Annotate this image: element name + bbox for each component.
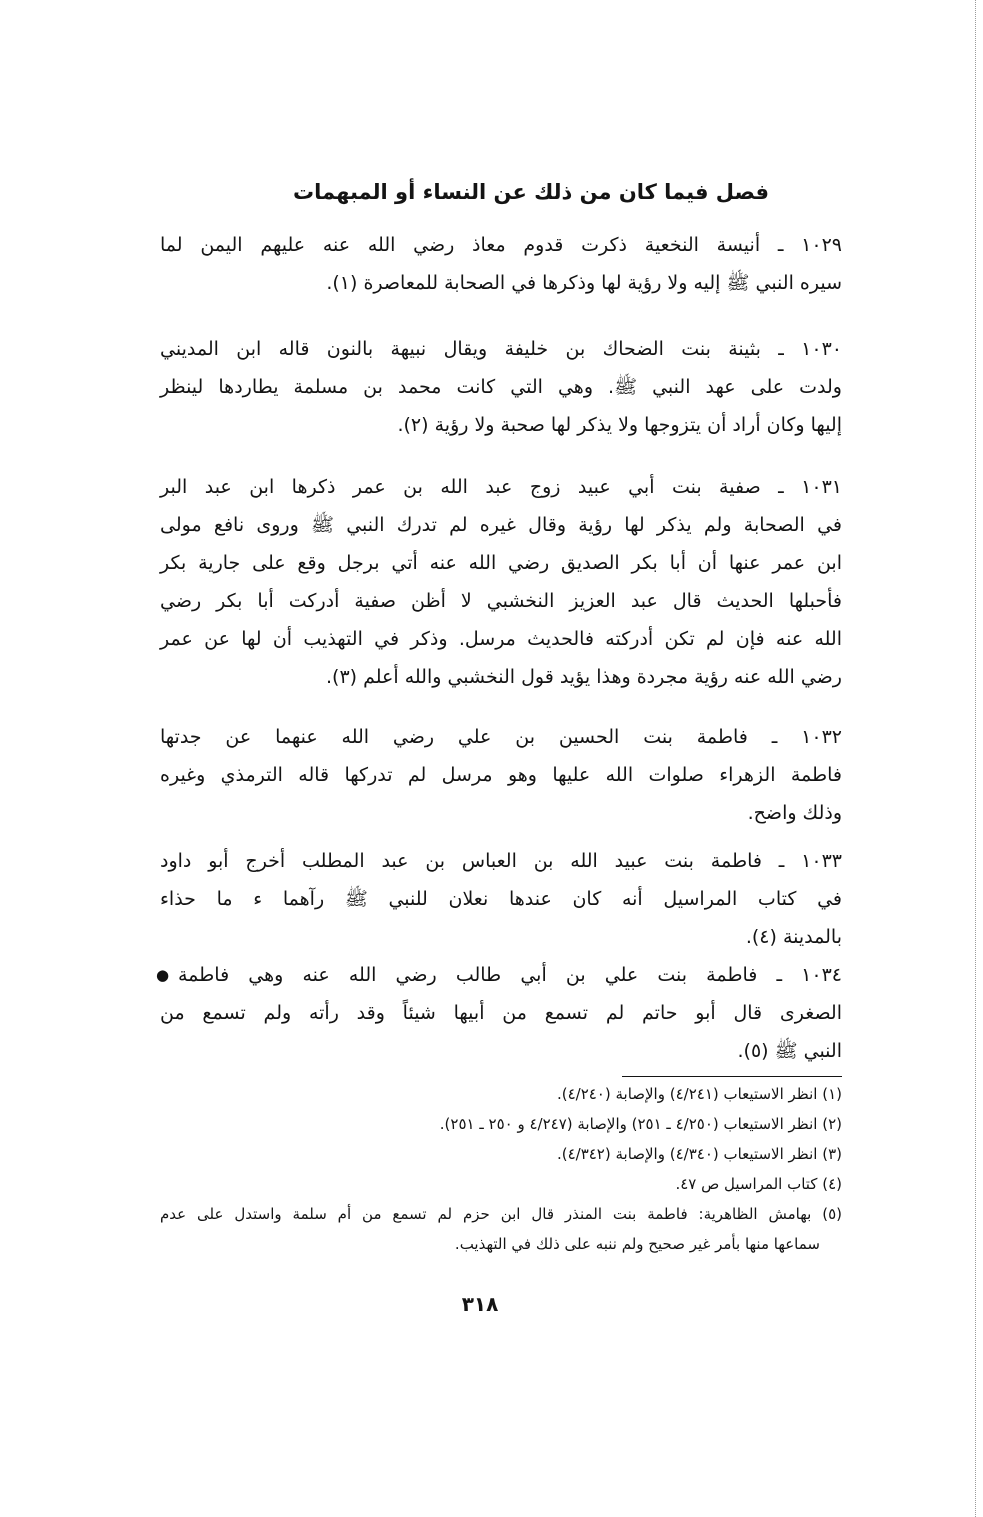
entry-line: ١٠٣٠ ـ بثينة بنت الضحاك بن خليفة ويقال نبيهة بالنون قاله ابن المديني (160, 338, 842, 360)
book-page (156, 172, 842, 1259)
footnote-separator (622, 1076, 842, 1077)
entry-line-with-mark (156, 956, 842, 994)
entry-line: ابن عمر عنها أن أبا بكر الصديق رضي الله عنه أتي برجل وقع على جارية بكر (160, 552, 842, 574)
entry-line: ولدت على عهد النبي ﷺ. وهي التي كانت محمد بن مسلمة يطاردها لينظر (160, 376, 842, 398)
bullet-mark-icon: ● (156, 966, 170, 984)
entry-1034 (156, 956, 842, 1070)
entry-line: فأحبلها الحديث قال عبد العزيز النخشبي لا أظن صفية أدركت أبا بكر رضي (160, 590, 842, 612)
entry-line: في الصحابة ولم يذكر لها رؤية وقال غيره لم تدرك النبي ﷺ وروى نافع مولى (160, 514, 842, 536)
section-heading: فصل فيما كان من ذلك عن النساء أو المبهمات (293, 180, 769, 204)
entry-line: ١٠٢٩ ـ أنيسة النخعية ذكرت قدوم معاذ رضي الله عنه عليهم اليمن لما (160, 234, 842, 256)
page-number: ٣١٨ (461, 1292, 499, 1316)
footnote-2: (٢) انظر الاستيعاب (٤/٢٥٠ ـ ٢٥١) والإصابة (٤/٢٤٧ و ٢٥٠ ـ ٢٥١). (439, 1115, 842, 1133)
entry-line: الله عنه فإن لم تكن أدركته فالحديث مرسل. وذكر في التهذيب أن لها عن عمر (160, 628, 842, 650)
entry-line: إليها وكان أراد أن يتزوجها ولا يذكر لها صحبة ولا رؤية (٢). (397, 414, 842, 436)
footnotes (160, 1079, 842, 1259)
footnote-4: (٤) كتاب المراسيل ص ٤٧. (675, 1175, 842, 1193)
entry-line: بالمدينة (٤). (745, 926, 842, 948)
entry-line-text: ١٠٣٤ ـ فاطمة بنت علي بن أبي طالب رضي الله عنه وهي فاطمة (178, 964, 842, 986)
footnote-5: (٥) بهامش الظاهرية: فاطمة بنت المنذر قال ابن حزم لم تسمع من أم سلمة واستدل على عدم (160, 1205, 842, 1223)
entry-line: ١٠٣١ ـ صفية بنت أبي عبيد زوج عبد الله بن عمر ذكرها ابن عبد البر (160, 476, 842, 498)
entry-line: في كتاب المراسيل أنه كان عندها نعلان للنبي ﷺ رآهما ء ما حذاء (160, 888, 842, 910)
entry-1032 (160, 718, 842, 832)
scan-edge-dotted-line (975, 0, 976, 1517)
entry-line: فاطمة الزهراء صلوات الله عليها وهو مرسل لم تدركها قاله الترمذي وغيره (160, 764, 842, 786)
entry-1031 (160, 468, 842, 696)
footnote-5-continuation: سماعها منها بأمر غير صحيح ولم ننبه على ذلك في التهذيب. (454, 1235, 820, 1253)
entry-line: ١٠٣٢ ـ فاطمة بنت الحسين بن علي رضي الله عنهما عن جدتها (160, 726, 842, 748)
entry-1029 (160, 226, 842, 302)
entry-line: ١٠٣٣ ـ فاطمة بنت عبيد الله بن العباس بن عبد المطلب أخرج أبو داود (160, 850, 842, 872)
entry-line: سيره النبي ﷺ إليه ولا رؤية لها وذكرها في الصحابة للمعاصرة (١). (326, 272, 842, 294)
entry-line: الصغرى قال أبو حاتم لم تسمع من أبيها شيئاً وقد رأته ولم تسمع من (160, 1002, 842, 1024)
entry-1030 (160, 330, 842, 444)
entry-line: وذلك واضح. (747, 802, 842, 824)
footnote-3: (٣) انظر الاستيعاب (٤/٣٤٠) والإصابة (٤/٣٤٢). (556, 1145, 842, 1163)
entry-line: رضي الله عنه رؤية مجردة وهذا يؤيد قول النخشبي والله أعلم (٣). (325, 666, 842, 688)
footnote-1: (١) انظر الاستيعاب (٤/٢٤١) والإصابة (٤/٢٤٠). (556, 1085, 842, 1103)
entry-line: النبي ﷺ (٥). (737, 1040, 842, 1062)
entry-1033 (160, 842, 842, 956)
